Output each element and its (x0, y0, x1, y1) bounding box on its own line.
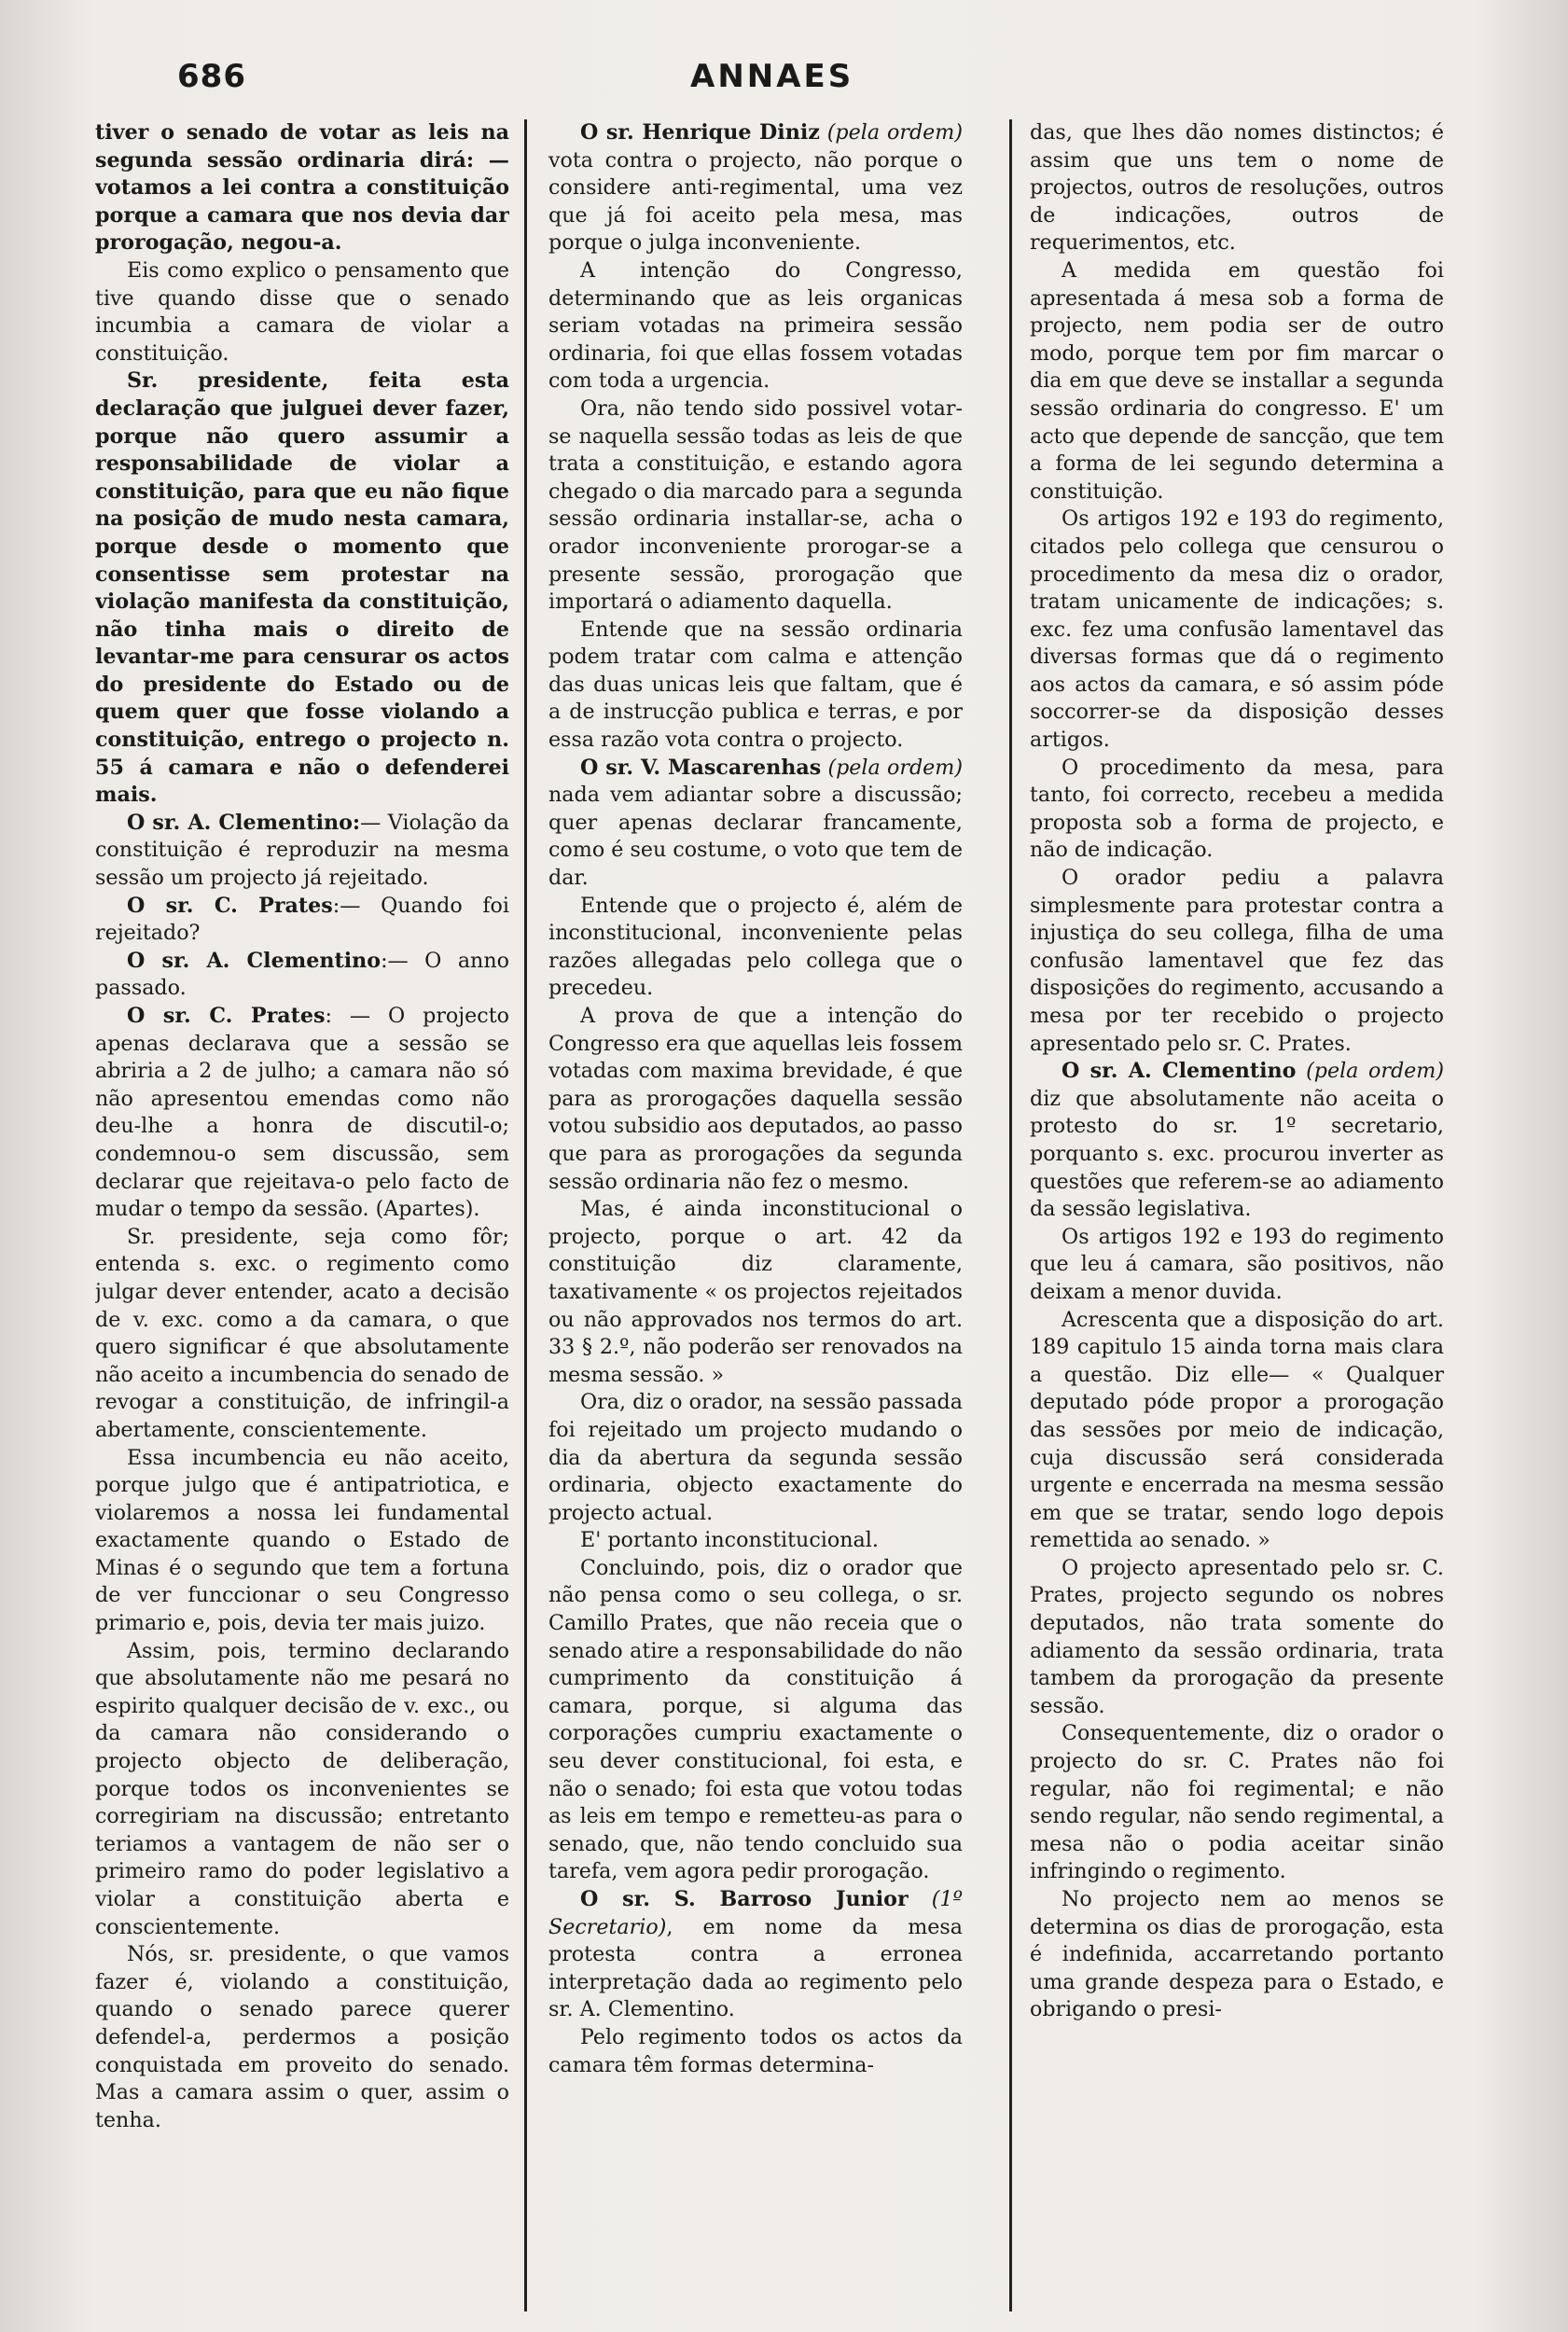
paragraph (1030, 506, 1444, 754)
paragraph-text: tiver o senado de votar as leis na segunda sessão ordinaria dirá: — votamos a lei contra a constituição porque a camara que nos devia dar prorogação, negou-a. (95, 120, 509, 256)
paragraph-text: Ora, diz o orador, na sessão passada foi rejeitado um projecto mudando o dia da abertura da segunda sessão ordinaria, objecto exactamente do projecto actual. (548, 1390, 963, 1525)
paragraph-text: Consequentemente, diz o orador o projecto do sr. C. Prates não foi regular, não foi regimental; e não sendo regular, não sendo regimental, a mesa não o podia aceitar sinão infringindo o regimento. (1030, 1721, 1444, 1884)
paragraph-text: nada vem adiantar sobre a discussão; quer apenas declarar francamente, como é seu costume, o voto que tem de dar. (548, 783, 963, 891)
paragraph-text: O projecto apresentado pelo sr. C. Prates, projecto segundo os nobres deputados, não trata somente do adiamento da sessão ordinaria, trata tambem da prorogação da presente sessão. (1030, 1555, 1444, 1718)
paragraph-text: Sr. presidente, seja como fôr; entenda s. exc. o regimento como julgar dever entender, acato a decisão de v. exc. como a da camara, o que quero significar é que absolutamente não aceito a incumbencia do senado de revogar a constituição, de infringil-a abertamente, conscientemente. (95, 1224, 509, 1442)
paragraph (548, 2024, 963, 2079)
page-header (0, 54, 1568, 110)
paragraph-text: A medida em questão foi apresentada á mesa sob a forma de projecto, nem podia ser de outro modo, porque tem por fim marcar o dia em que deve se installar a segunda sessão ordinaria do congresso. E' um acto que depende de sancção, que tem a forma de lei segundo determina a constituição. (1030, 257, 1444, 504)
speaker-name: O sr. A. Clementino (127, 948, 382, 973)
paragraph-text: Essa incumbencia eu não aceito, porque julgo que é antipatriotica, e violaremos a nossa lei fundamental exactamente quando o Estado de Minas é o segundo que tem a fortuna de ver funccionar o seu Congresso primario e, pois, devia ter mais juizo. (95, 1445, 509, 1636)
paragraph-text: A intenção do Congresso, determinando que as leis organicas seriam votadas na primeira sessão ordinaria, foi que ellas fossem votadas com toda a urgencia. (548, 257, 963, 394)
page-title: ANNAES (690, 58, 854, 95)
paragraph-text: Pelo regimento todos os actos da camara têm formas determina- (548, 2024, 963, 2077)
paragraph-text: O orador pediu a palavra simplesmente para protestar contra a injustiça do seu collega, filha de uma confusão lamentavel que fez das disposições do regimento, accusando a mesa por ter recebido o projecto apresentado pelo sr. C. Prates. (1030, 866, 1444, 1056)
paragraph (95, 1224, 509, 1445)
paragraph-text: vota contra o projecto, não porque o considere anti-regimental, uma vez que já foi aceito pela mesa, mas porque o julga inconveniente. (548, 147, 963, 256)
paragraph (1030, 1886, 1444, 2024)
speaker-name: O sr. C. Prates (127, 893, 333, 918)
speaker-name: O sr. A. Clementino: (127, 810, 361, 835)
paragraph (1030, 1307, 1444, 1555)
column-rule-left (524, 119, 527, 2311)
paragraph (548, 1389, 963, 1527)
paragraph-text: Assim, pois, termino declarando que absolutamente não me pesará no espirito qualquer decisão de v. exc., ou da camara não considerando o projecto objecto de deliberação, porque todos os inconvenientes se corregiriam na discussão; entretanto teriamos a vantagem de não ser o primeiro ramo do poder legislativo a violar a constituição aberta e conscientemente. (95, 1638, 509, 1939)
paragraph-text: Mas, é ainda inconstitucional o projecto, porque o art. 42 da constituição diz claramente, taxativamente « os projectos rejeitados ou não approvados nos termos do art. 33 § 2.º, não poderão ser renovados na mesma sessão. » (548, 1197, 963, 1387)
paragraph-text: Acrescenta que a disposição do art. 189 capitulo 15 ainda torna mais clara a questão. Diz elle— « Qualquer deputado póde propor a prorogação das sessões por meio de indicação, cuja discussão será considerada urgente e encerrada na mesma sessão em que se tratar, sendo logo depois remettida ao senado. » (1030, 1307, 1444, 1553)
paragraph-text: Sr. presidente, feita esta declaração que julguei dever fazer, porque não quero assumir a responsabilidade de violar a constituição, para que eu não fique na posição de mudo nesta camara, porque desde o momento que consentisse sem protestar na violação manifesta da constituição, não tinha mais o direito de levantar-me para censurar os actos do presidente do Estado ou de quem quer que fosse violando a constituição, entrego o projecto n. 55 á camara e não o defenderei mais. (95, 368, 509, 808)
speaker-note: (pela ordem) (827, 755, 963, 780)
speaker-name: O sr. S. Barroso Junior (580, 1887, 909, 1911)
paragraph-text: :— O anno passado. (95, 948, 509, 1001)
paragraph-text: Nós, sr. presidente, o que vamos fazer é, violando a constituição, quando o senado parece querer defendel-a, perdermos a posição conquistada em proveito do senado. Mas a camara assim o quer, assim o tenha. (95, 1942, 509, 2132)
paragraph (1030, 865, 1444, 1058)
paragraph (548, 257, 963, 396)
paragraph-text: O procedimento da mesa, para tanto, foi correcto, recebeu a medida proposta sob a forma de projecto, e não de indicação. (1030, 755, 1444, 863)
paragraph (95, 1638, 509, 1942)
paragraph (1030, 1224, 1444, 1307)
paragraph-text: Os artigos 192 e 193 do regimento, citados pelo collega que censurou o procedimento da mesa diz o orador, tratam unicamente de indicações; s. exc. fez uma confusão lamentavel das diversas formas que dá o regimento aos actos da camara, e só assim póde soccorrer-se da disposição desses artigos. (1030, 507, 1444, 753)
paragraph-text: diz que absolutamente não aceita o protesto do sr. 1º secretario, porquanto s. exc. procurou inverter as questões que referem-se ao adiamento da sessão legislativa. (1030, 1086, 1444, 1222)
paragraph-text: :— Quando foi rejeitado? (95, 893, 509, 946)
paragraph (95, 1941, 509, 2134)
paragraph (548, 1003, 963, 1196)
paragraph (95, 948, 509, 1003)
text-column-1 (95, 119, 509, 2302)
paragraph (548, 893, 963, 1003)
paragraph-text: Eis como explico o pensamento que tive quando disse que o senado incumbia a camara de violar a constituição. (95, 257, 509, 366)
paragraph (548, 1527, 963, 1555)
paragraph (548, 1555, 963, 1886)
paragraph (95, 257, 509, 368)
paragraph (95, 810, 509, 893)
paragraph-text: Entende que o projecto é, além de inconstitucional, inconveniente pelas razões allegadas pelo collega que o precedeu. (548, 893, 963, 1001)
paragraph (1030, 1058, 1444, 1224)
paragraph (548, 119, 963, 257)
paragraph (1030, 119, 1444, 257)
speaker-name: O sr. Henrique Diniz (580, 120, 820, 145)
speaker-note: (pela ordem) (1306, 1059, 1444, 1084)
column-rule-right (1009, 119, 1012, 2311)
paragraph (548, 1886, 963, 2024)
text-column-2 (548, 119, 963, 2302)
paragraph (95, 1003, 509, 1224)
paragraph (1030, 1555, 1444, 1721)
paragraph-text: — Violação da constituição é reproduzir na mesma sessão um projecto já rejeitado. (95, 810, 509, 891)
paragraph-text: Concluindo, pois, diz o orador que não pensa como o seu collega, o sr. Camillo Prates, que não receia que o senado atire a responsabilidade do não cumprimento da constituição á camara, porque, si alguma das corporações cumpriu exactamente o seu dever constitucional, foi esta, e não o senado; foi esta que votou todas as leis em tempo e remetteu-as para o senado, que, não tendo concluido sua tarefa, vem agora pedir prorogação. (548, 1555, 963, 1884)
speaker-note: (pela ordem) (826, 120, 963, 145)
paragraph (95, 1445, 509, 1638)
speaker-name: O sr. C. Prates (127, 1004, 326, 1028)
paragraph (95, 368, 509, 810)
page-number: 686 (177, 58, 246, 95)
paragraph-text: Entende que na sessão ordinaria podem tratar com calma e attenção das duas unicas leis que faltam, que é a de instrucção publica e terras, e por essa razão vota contra o projecto. (548, 617, 963, 753)
paragraph (1030, 755, 1444, 865)
paragraph (95, 893, 509, 948)
speaker-name: O sr. V. Mascarenhas (580, 755, 822, 780)
paragraph-text: E' portanto inconstitucional. (580, 1528, 879, 1553)
paragraph-text: das, que lhes dão nomes distinctos; é assim que uns tem o nome de projectos, outros de resoluções, outros de indicações, outros de requerimentos, etc. (1030, 120, 1444, 256)
paragraph (1030, 257, 1444, 506)
text-column-3 (1030, 119, 1444, 2302)
paragraph-text: A prova de que a intenção do Congresso era que aquellas leis fossem votadas com maxima brevidade, é que para as prorogações daquella sessão votou subsidio aos deputados, ao passo que para as prorogações da segunda sessão ordinaria não fez o mesmo. (548, 1004, 963, 1194)
paragraph (548, 755, 963, 893)
paragraph-text: : — O projecto apenas declarava que a sessão se abriria a 2 de julho; a camara não só não apresentou emendas como não deu-lhe a honra de discutil-o; condemnou-o sem discussão, sem declarar que rejeitava-o pelo facto de mudar o tempo da sessão. (Apartes). (95, 1004, 509, 1222)
paragraph (95, 119, 509, 257)
speaker-note: (1º Secretario) (548, 1887, 963, 1939)
paragraph (548, 617, 963, 755)
paragraph-text: Os artigos 192 e 193 do regimento que leu á camara, são positivos, não deixam a menor duvida. (1030, 1224, 1444, 1304)
paragraph (1030, 1720, 1444, 1886)
paragraph-text: , em nome da mesa protesta contra a erronea interpretação dada ao regimento pelo sr. A. Clementino. (548, 1914, 963, 2022)
speaker-name: O sr. A. Clementino (1062, 1059, 1297, 1084)
paragraph-text: No projecto nem ao menos se determina os dias de prorogação, esta é indefinida, accarretando portanto uma grande despeza para o Estado, e obrigando o presi- (1030, 1887, 1444, 2022)
paragraph-text: Ora, não tendo sido possivel votar-se naquella sessão todas as leis de que trata a constituição, e estando agora chegado o dia marcado para a segunda sessão ordinaria installar-se, acha o orador inconveniente prorogar-se a presente sessão, prorogação que importará o adiamento daquella. (548, 396, 963, 615)
paragraph (548, 1196, 963, 1389)
paragraph (548, 396, 963, 617)
